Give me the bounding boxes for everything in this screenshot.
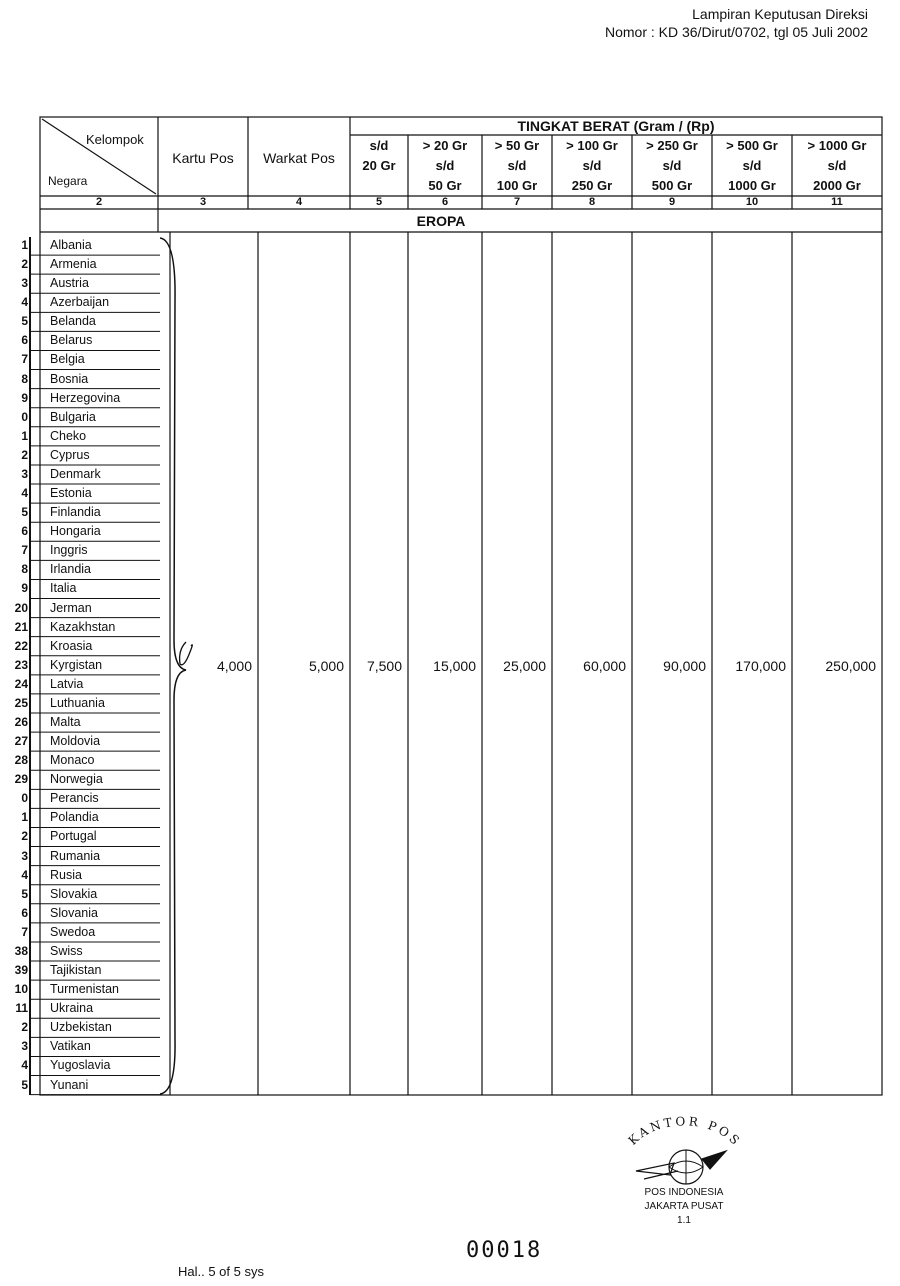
country-name: Perancis [50,791,99,806]
country-number: 5 [21,886,28,901]
country-name: Moldovia [50,734,101,749]
stamp-line-1: POS INDONESIA [644,1187,724,1198]
rate-value-col-4: 5,000 [308,658,344,674]
country-number: 2 [21,1020,28,1035]
country-name: Yunani [50,1077,89,1092]
country-number: 6 [21,524,28,539]
country-name: Cheko [50,428,87,443]
country-number: 3 [21,848,28,863]
weight-header-3-line-1: > 50 Gr [494,138,540,153]
country-name: Slovania [50,905,98,920]
weight-header-2-line-3: 50 Gr [428,178,462,193]
column-number-9: 9 [668,196,676,208]
country-number: 2 [21,829,28,844]
column-number-4: 4 [295,196,303,208]
country-number: 20 [14,600,28,615]
country-name: Herzegovina [50,390,121,405]
country-name: Norwegia [50,772,103,787]
country-number: 8 [21,562,28,577]
column-number-3: 3 [199,196,207,208]
country-name: Estonia [50,486,92,501]
country-name: Austria [50,276,89,291]
country-number: 4 [21,867,28,882]
country-name: Italia [50,581,77,596]
column-number-6: 6 [441,196,449,208]
col-kartu-pos: Kartu Pos [172,150,234,166]
country-name: Inggris [50,543,88,558]
rate-value-col-9: 90,000 [663,658,706,674]
weight-group-title: TINGKAT BERAT (Gram / (Rp) [517,118,715,134]
country-number: 4 [21,295,28,310]
country-number: 7 [21,352,28,367]
country-name: Portugal [50,829,97,844]
svg-text:KANTOR POS [626,1115,744,1149]
country-name: Swiss [50,943,83,958]
weight-header-3-line-3: 100 Gr [496,178,538,193]
country-number: 0 [21,791,28,806]
header-line-1: Lampiran Keputusan Direksi [692,6,868,22]
rate-value-col-11: 250,000 [825,658,876,674]
country-name: Turmenistan [50,982,120,997]
country-name: Slovakia [50,886,98,901]
weight-header-4-line-3: 250 Gr [571,178,613,193]
country-number: 29 [14,772,28,787]
country-name: Monaco [50,753,95,768]
country-name: Azerbaijan [50,295,110,310]
country-number: 22 [14,638,28,653]
col-warkat-pos: Warkat Pos [263,150,335,166]
country-number: 3 [21,1039,28,1054]
country-number: 38 [14,943,28,958]
column-number-8: 8 [588,196,596,208]
weight-header-7-line-3: 2000 Gr [813,178,861,193]
country-name: Luthuania [50,695,105,710]
column-number-7: 7 [513,196,521,208]
header-line-2: Nomor : KD 36/Dirut/0702, tgl 05 Juli 2002 [604,24,868,40]
country-number: 25 [14,695,28,710]
weight-header-2-line-2: s/d [435,158,455,173]
country-name: Vatikan [50,1039,91,1054]
weight-header-6-line-2: s/d [742,158,762,173]
country-number: 9 [21,581,28,596]
stamp-line-3: 1.1 [677,1215,691,1226]
country-name: Ukraina [50,1001,94,1016]
weight-header-5-line-3: 500 Gr [651,178,693,193]
rate-value-col-10: 170,000 [735,658,786,674]
country-name: Belgia [50,352,85,367]
country-name: Kyrgistan [50,657,103,672]
country-number: 6 [21,333,28,348]
country-number: 9 [21,390,28,405]
country-number: 5 [21,1077,28,1092]
corner-kelompok: Kelompok [86,132,144,147]
country-name: Latvia [50,676,84,691]
country-name: Hongaria [50,524,101,539]
weight-header-1-line-1: s/d [369,138,389,153]
country-name: Bulgaria [50,409,96,424]
country-name: Rumania [50,848,101,863]
weight-header-6-line-3: 1000 Gr [728,178,776,193]
country-name: Swedoa [50,924,96,939]
country-number: 1 [21,238,28,252]
country-number: 27 [14,734,28,749]
country-number: 28 [14,753,28,768]
rate-value-col-8: 60,000 [583,658,626,674]
country-name: Kazakhstan [50,619,116,634]
rate-value-col-5: 7,500 [366,658,402,674]
stamp-arc-text: KANTOR POS [625,1115,745,1150]
country-number: 4 [21,486,28,501]
weight-header-4-line-1: > 100 Gr [566,138,618,153]
country-number: 3 [21,276,28,291]
country-name: Rusia [50,867,82,882]
country-number: 1 [21,428,28,443]
column-number-11: 11 [831,196,843,208]
weight-header-5-line-2: s/d [662,158,682,173]
country-name: Cyprus [50,447,90,462]
country-number: 5 [21,505,28,520]
stamp-emblem-icon [614,1115,754,1195]
stamp-line-2: JAKARTA PUSAT [644,1201,724,1212]
country-name: Albania [50,238,92,252]
country-number: 6 [21,905,28,920]
country-name: Armenia [50,257,97,272]
country-number: 5 [21,314,28,329]
country-name: Malta [50,715,81,729]
rate-value-col-3: 4,000 [216,658,252,674]
country-name: Tajikistan [50,963,102,978]
country-name: Yugoslavia [50,1058,111,1073]
country-name: Bosnia [50,371,89,386]
country-name: Belarus [50,333,93,348]
country-name: Kroasia [50,638,93,653]
region-label: EROPA [416,213,466,229]
weight-header-5-line-1: > 250 Gr [646,138,698,153]
corner-negara: Negara [48,174,88,188]
country-number: 8 [21,371,28,386]
country-number: 10 [14,982,28,997]
weight-header-2-line-1: > 20 Gr [422,138,468,153]
country-number: 2 [21,257,28,272]
page-footer: Hal.. 5 of 5 sys [178,1264,264,1279]
country-number: 7 [21,543,28,558]
weight-header-7-line-1: > 1000 Gr [807,138,867,153]
column-number-5: 5 [375,196,383,208]
country-number: 2 [21,447,28,462]
country-number: 39 [14,963,28,978]
country-number: 4 [21,1058,28,1073]
weight-header-4-line-2: s/d [582,158,602,173]
document-number: 00018 [466,1238,543,1263]
country-number: 7 [21,924,28,939]
country-name: Uzbekistan [50,1020,112,1035]
rate-value-col-7: 25,000 [503,658,546,674]
weight-header-6-line-1: > 500 Gr [726,138,778,153]
country-number: 26 [14,715,28,729]
column-number-2: 2 [95,196,103,208]
country-number: 21 [14,619,28,634]
country-name: Irlandia [50,562,91,577]
weight-header-3-line-2: s/d [507,158,527,173]
country-name: Belanda [50,314,96,329]
country-name: Finlandia [50,505,101,520]
country-number: 11 [15,1001,28,1016]
country-name: Polandia [50,810,99,825]
rate-value-col-6: 15,000 [433,658,476,674]
weight-header-7-line-2: s/d [827,158,847,173]
country-name: Jerman [50,600,92,615]
country-name: Denmark [50,466,101,481]
weight-header-1-line-2: 20 Gr [362,158,396,173]
country-number: 23 [14,657,28,672]
country-number: 3 [21,466,28,481]
column-number-10: 10 [745,196,759,208]
kantor-pos-stamp [614,1115,754,1255]
country-number: 24 [14,676,28,691]
country-number: 0 [21,409,28,424]
country-number: 1 [21,810,28,825]
